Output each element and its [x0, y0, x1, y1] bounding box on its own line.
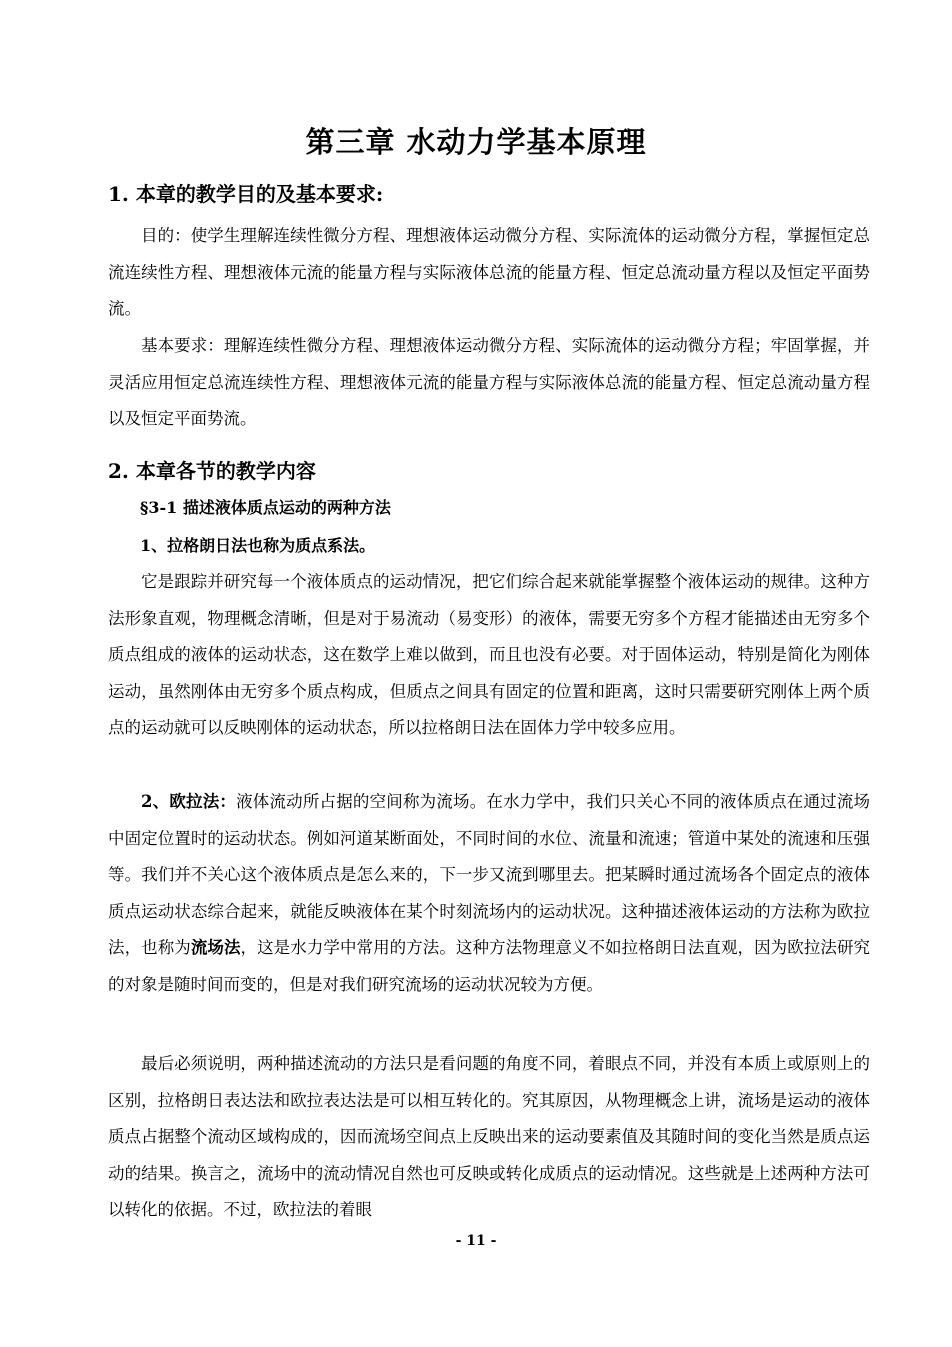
section2-heading: 2. 本章各节的教学内容 — [108, 459, 316, 483]
euler-text-1: 液体流动所占据的空间称为流场。在水力学中，我们只关心不同的液体质点在通过流场中固定位置时的运动状态。例如河道某断面处，不同时间的水位、流量和流速；管道中某处的流速和压强等。我们并不关心这个液体质点是怎么来的，下一步又流到哪里去。把某瞬时通过流场各个固定点的液体质点运动状态综合起来，就能反映液体在某个时刻流场内的运动状况。这种描述液体运动的方法称为欧拉法，也称为 — [108, 792, 871, 957]
euler-label: 2、欧拉法： — [141, 792, 237, 811]
page-number: - 11 - — [455, 1233, 497, 1249]
euler-paragraph — [108, 784, 870, 1003]
purpose-paragraph: 目的：使学生理解连续性微分方程、理想液体运动微分方程、实际流体的运动微分方程，掌握恒定总流连续性方程、理想液体元流的能量方程与实际液体总流的能量方程、恒定总流动量方程以及恒定平面势流。 — [108, 226, 870, 318]
euler-bold-term: 流场法 — [190, 938, 241, 957]
chapter-title: 第三章 水动力学基本原理 — [305, 125, 647, 159]
euler-text-2: ，这是水力学中常用的方法。这种方法物理意义不如拉格朗日法直观，因为欧拉法研究的对象是随时间而变的，但是对我们研究流场的运动状况较为方便。 — [108, 938, 871, 994]
subsection-heading: §3-1 描述液体质点运动的两种方法 — [140, 498, 391, 517]
lagrange-paragraph: 它是跟踪并研究每一个液体质点的运动情况，把它们综合起来就能掌握整个液体运动的规律。这种方法形象直观，物理概念清晰，但是对于易流动（易变形）的液体，需要无穷多个方程才能描述由无穷多个质点组成的液体的运动状态，这在数学上难以做到，而且也没有必要。对于固体运动，特别是简化为刚体运动，虽然刚体由无穷多个质点构成，但质点之间具有固定的位置和距离，这时只需要研究刚体上两个质点的运动就可以反映刚体的运动状态，所以拉格朗日法在固体力学中较多应用。 — [108, 572, 870, 737]
conclusion-paragraph: 最后必须说明，两种描述流动的方法只是看问题的角度不同，着眼点不同，并没有本质上或原则上的区别，拉格朗日表达法和欧拉表达法是可以相互转化的。究其原因，从物理概念上讲，流场是运动的液体质点占据整个流动区域构成的，因而流场空间点上反映出来的运动要素值及其随时间的变化当然是质点运动的结果。换言之，流场中的流动情况自然也可反映或转化成质点的运动情况。这些就是上述两种方法可以转化的依据。不过，欧拉法的着眼 — [108, 1054, 870, 1219]
requirement-paragraph: 基本要求：理解连续性微分方程、理想液体运动微分方程、实际流体的运动微分方程；牢固掌握，并灵活应用恒定总流连续性方程、理想液体元流的能量方程与实际液体总流的能量方程、恒定总流动量方程以及恒定平面势流。 — [108, 336, 870, 428]
section1-heading: 1. 本章的教学目的及基本要求: — [108, 182, 384, 206]
lagrange-heading: 1、拉格朗日法也称为质点系法。 — [140, 536, 376, 555]
